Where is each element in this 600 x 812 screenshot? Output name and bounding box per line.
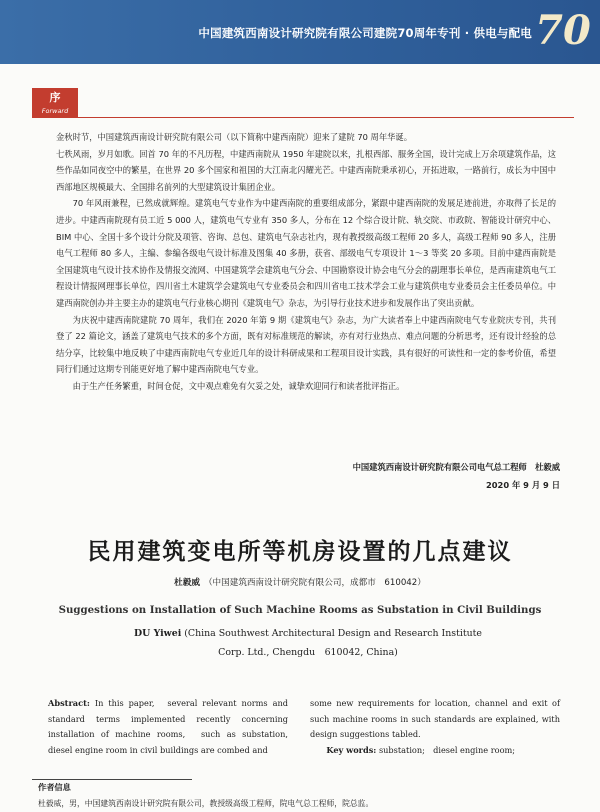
signature-date: 2020 年 9 月 9 日 — [486, 480, 560, 490]
keywords-line — [310, 743, 560, 759]
preface-paragraph: 为庆祝中建西南院建院 70 周年，我们在 2020 年第 9 期《建筑电气》杂志，为广大读者奉上中建西南院电气专业院庆专刊，共刊登了 22 篇论文，涵盖了建筑电气技术的多个方面，既有对标准规范的解读，亦有对行业热点、难点问题的分析思考，还有设计经验的总结分享，比较集中地反映了中建西南院电气专业近几年的设计科研成果和工程项目设计实践，具有很好的可读性和一定的参考价值，希望同行们通过这期专刊能更好地了解中建西南院电气专业。 — [56, 314, 556, 375]
abstract-column-left — [48, 696, 288, 758]
abstract-text-left: In this paper, several relevant norms and standard terms implemented recently concerning installation of machine rooms, such as substation, diesel engine room in civil buildings are combed and — [48, 698, 288, 755]
article-title-en: Suggestions on Installation of Such Machine Rooms as Substation in Civil Buildings — [58, 604, 542, 616]
author-name-en: DU Yiwei — [134, 628, 182, 639]
author-name-zh: 杜毅威 — [174, 578, 200, 588]
abstract-label: Abstract: — [48, 698, 90, 708]
author-info-text: 杜毅威，男，中国建筑西南设计研究院有限公司，教授级高级工程师，院电气总工程师，院总监。 — [38, 799, 374, 808]
preface-tag — [32, 88, 78, 118]
banner-title: 中国建筑西南设计研究院有限公司建院70周年专刊 · 供电与配电 — [198, 26, 532, 40]
anniversary-logo — [534, 4, 592, 58]
article-title-zh: 民用建筑变电所等机房设置的几点建议 — [87, 538, 513, 565]
preface-paragraph: 金秋时节，中国建筑西南设计研究院有限公司（以下简称中建西南院）迎来了建院 70 周年华诞。 — [56, 132, 413, 142]
preface-tag-en: Forward — [41, 107, 69, 115]
abstract-text-right: some new requirements for location, channel and exit of such machine rooms in such standards are explained, with design suggestions tabled. — [310, 698, 560, 739]
affiliation-en-line2: Corp. Ltd., Chengdu 610042, China) — [218, 647, 398, 658]
header-banner — [0, 0, 600, 64]
preface-signature — [353, 458, 560, 494]
keywords-text: substation; diesel engine room; — [378, 744, 516, 755]
author-info-heading: 作者信息 — [38, 782, 71, 792]
keywords-label: Key words: — [326, 744, 377, 755]
preface-paragraph: 由于生产任务繁重，时间仓促，文中观点难免有欠妥之处，诚挚欢迎同行和读者批评指正。 — [72, 380, 405, 391]
preface-paragraph: 70 年风雨兼程，已然成就辉煌。建筑电气专业作为中建西南院的重要组成部分，紧跟中建西南院的发展足迹前进，亦取得了长足的进步。中建西南院现有员工近 5 000 人，建筑电气专业有 350 多人，分布在 12 个综合设计院、轨交院、市政院、智能设计研究中心、BIM 中心、全国十多个设计分院及项管、咨询、总包、建筑电气杂志社内，现有教授级高级工程师 20 多人，高级工程师 90 多人，注册电气工程师 80 多人，主编、参编各级电气设计标准及图集 40 多册，获省、部级电气专项设计 1～3 等奖 20 多项。目前中建西南院是全国建筑电气设计技术协作及情报交流网、中国建筑学会建筑电气分会、中国勘察设计协会电气分会的副理事长单位，是西南建筑电气工程设计情报网理事长单位，四川省土木建筑学会建筑电气专业委员会和四川省电工技术学会工业与建筑供电专业委员会主任委员单位。中建西南院创办并主要主办的建筑电气行业核心期刊《建筑电气》杂志，为引导行业技术进步和发展作出了突出贡献。 — [56, 198, 556, 308]
logo-digits: 70 — [535, 7, 591, 54]
affiliation-en-line1: (China Southwest Architectural Design and Research Institute — [184, 628, 482, 639]
preface-body — [56, 129, 556, 395]
preface-divider — [78, 117, 574, 118]
preface-paragraph: 七秩风雨，岁月如歌。回首 70 年的不凡历程，中建西南院从 1950 年建院以来，扎根西部、服务全国，设计完成上万余项建筑作品，这些作品如同夜空中的繁星，在世界 20 多个国家和祖国的大江南北闪耀光芒。中建西南院秉承初心，开拓进取，一路前行，成长为中国中西部地区规模最大、全国排名前列的大型建筑设计集团企业。 — [56, 148, 556, 192]
affiliation-zh: （中国建筑西南设计研究院有限公司，成都市 610042） — [203, 578, 426, 588]
abstract-column-right — [310, 696, 560, 758]
preface-tag-zh: 序 — [49, 91, 61, 104]
author-line-en — [88, 624, 528, 662]
signature-line: 中国建筑西南设计研究院有限公司电气总工程师 杜毅威 — [352, 462, 560, 472]
author-line-zh — [0, 576, 600, 588]
footer-divider — [32, 779, 192, 780]
